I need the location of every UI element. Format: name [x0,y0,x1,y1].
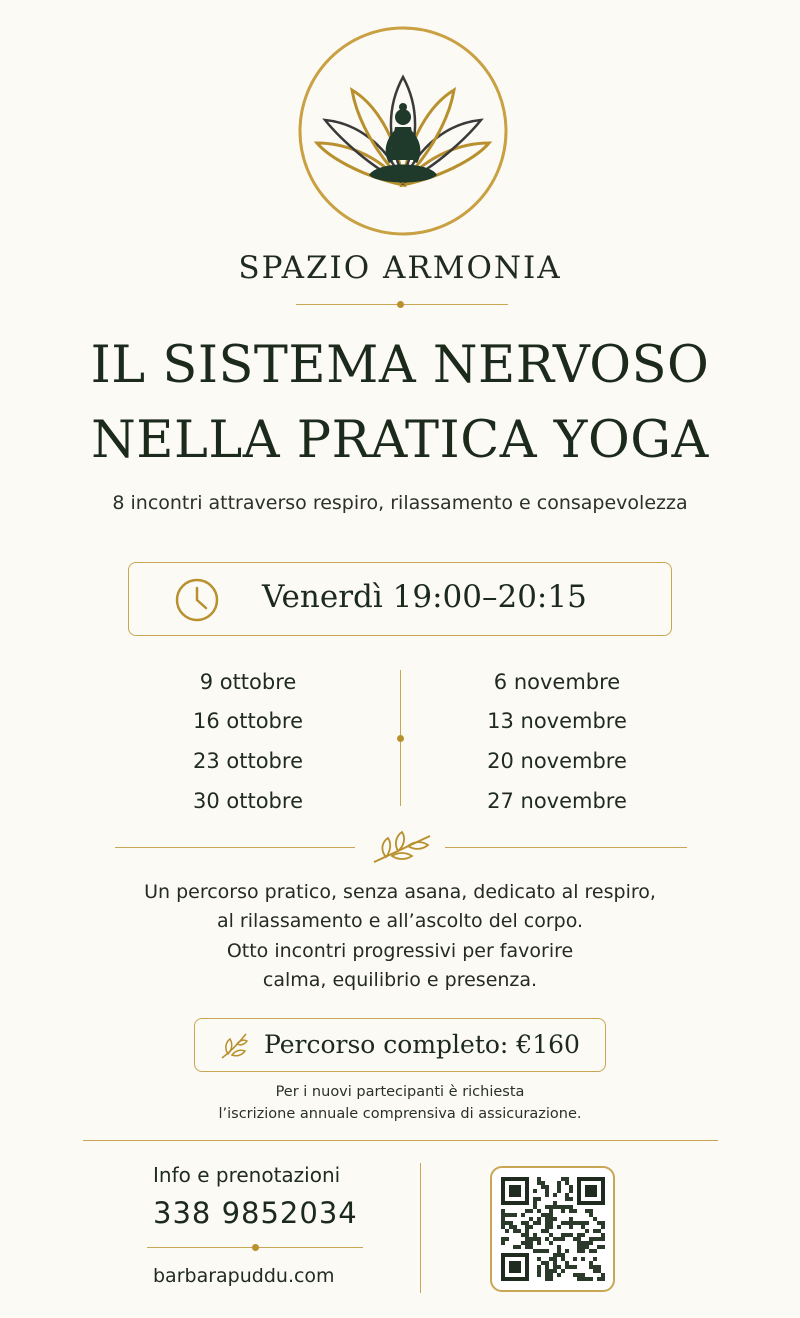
divider-dot [397,735,404,742]
olive-branch-icon [368,826,434,868]
contact-label: Info e prenotazioni [153,1163,341,1187]
date-item: 23 ottobre [193,749,303,773]
note-line: Per i nuovi partecipanti è richiesta [275,1084,525,1100]
schedule-time: Venerdì 19:00–20:15 [262,579,587,615]
footer-divider [420,1163,421,1293]
page-title-line-1: IL SISTEMA NERVOSO [90,336,710,395]
description-line: Un percorso pratico, senza asana, dedicato al respiro, [144,881,656,903]
leaf-icon [218,1030,250,1062]
date-item: 6 novembre [493,670,621,694]
price-label: Percorso completo: €160 [264,1030,580,1059]
website-link[interactable]: barbarapuddu.com [153,1265,335,1287]
divider-dot [397,301,404,308]
phone-number[interactable]: 338 9852034 [153,1196,358,1230]
qr-code-icon[interactable] [501,1177,605,1281]
date-item: 9 ottobre [199,670,297,694]
divider [83,1140,718,1141]
date-item: 16 ottobre [193,709,303,733]
date-item: 13 novembre [487,709,627,733]
brand-name: SPAZIO ARMONIA [238,250,562,286]
description-line: al rilassamento e all’ascolto del corpo. [216,910,584,932]
page-title-line-2: NELLA PRATICA YOGA [91,411,709,470]
date-item: 27 novembre [487,789,627,813]
description-line: calma, equilibrio e presenza. [262,969,538,991]
clock-icon [175,578,219,622]
divider-dot [252,1244,259,1251]
note-line: l’iscrizione annuale comprensiva di assicurazione. [218,1106,582,1122]
lotus-meditation-logo [297,25,509,237]
date-item: 30 ottobre [193,789,303,813]
subtitle: 8 incontri attraverso respiro, rilassamento e consapevolezza [112,492,688,514]
divider [445,847,687,848]
date-item: 20 novembre [487,749,627,773]
divider [115,847,355,848]
description-line: Otto incontri progressivi per favorire [226,940,574,962]
